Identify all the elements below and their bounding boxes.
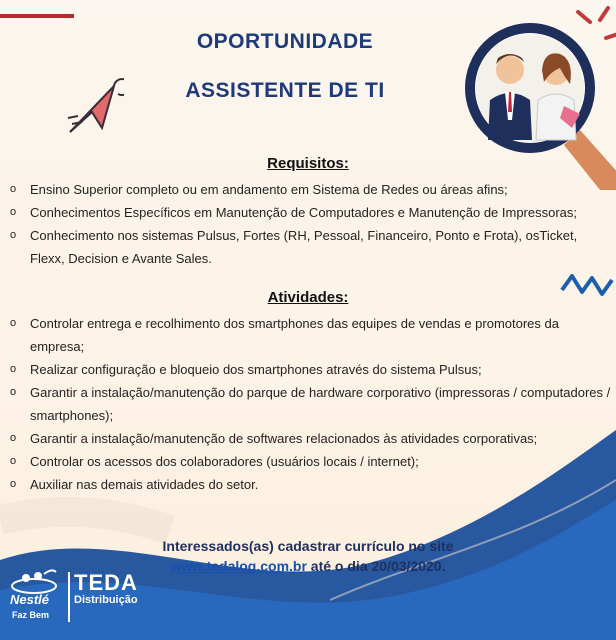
website-link[interactable]: www.tedalog.com.br <box>170 558 307 574</box>
bullet-icon: o <box>10 478 17 490</box>
bullet-icon: o <box>10 317 17 329</box>
deadline-text: até o dia 20/03/2020. <box>306 558 446 574</box>
title-opportunity: OPORTUNIDADE <box>196 30 374 53</box>
distribuicao-text: Distribuição <box>74 594 138 606</box>
bullet-icon: o <box>10 455 17 467</box>
requisitos-list <box>10 178 612 270</box>
list-item: o Controlar os acessos dos colaboradores (usuários locais / internet); <box>10 450 612 473</box>
logo-divider <box>68 572 70 622</box>
list-item: o Conhecimentos Específicos em Manutenção de Computadores e Manutenção de Impressoras; <box>10 201 612 224</box>
nestle-logo: Nestlé <box>10 592 50 607</box>
list-item: o Garantir a instalação/manutenção do parque de hardware corporativo (impressoras / computadores / smartphones); <box>10 381 612 427</box>
footer-line1: Interessados(as) cadastrar currículo no site <box>162 538 454 554</box>
atividades-heading: Atividades: <box>267 289 349 306</box>
bullet-icon: o <box>10 432 17 444</box>
requisitos-heading: Requisitos: <box>267 155 349 172</box>
bullet-icon: o <box>10 183 17 195</box>
faz-bem-text: Faz Bem <box>12 610 50 620</box>
bullet-icon: o <box>10 206 17 218</box>
list-item: o Controlar entrega e recolhimento dos smartphones das equipes de vendas e promotores da empresa; <box>10 312 612 358</box>
list-item: o Garantir a instalação/manutenção de softwares relacionados às atividades corporativas; <box>10 427 612 450</box>
title-position: ASSISTENTE DE TI <box>185 79 385 102</box>
bullet-icon: o <box>10 363 17 375</box>
bullet-icon: o <box>10 386 17 398</box>
top-accent-bar <box>0 14 74 18</box>
teda-logo: TEDA <box>74 570 138 595</box>
list-item: o Realizar configuração e bloqueio dos smartphones através do sistema Pulsus; <box>10 358 612 381</box>
atividades-list <box>10 312 612 496</box>
list-item: o Auxiliar nas demais atividades do setor. <box>10 473 612 496</box>
list-item: o Ensino Superior completo ou em andamento em Sistema de Redes ou áreas afins; <box>10 178 612 201</box>
list-item: o Conhecimento nos sistemas Pulsus, Fortes (RH, Pessoal, Financeiro, Ponto e Frota), osTicket, Flexx, Decision e Avante Sales. <box>10 224 612 270</box>
nestle-nest-icon <box>8 566 60 594</box>
bullet-icon: o <box>10 229 17 241</box>
logos <box>8 566 158 632</box>
